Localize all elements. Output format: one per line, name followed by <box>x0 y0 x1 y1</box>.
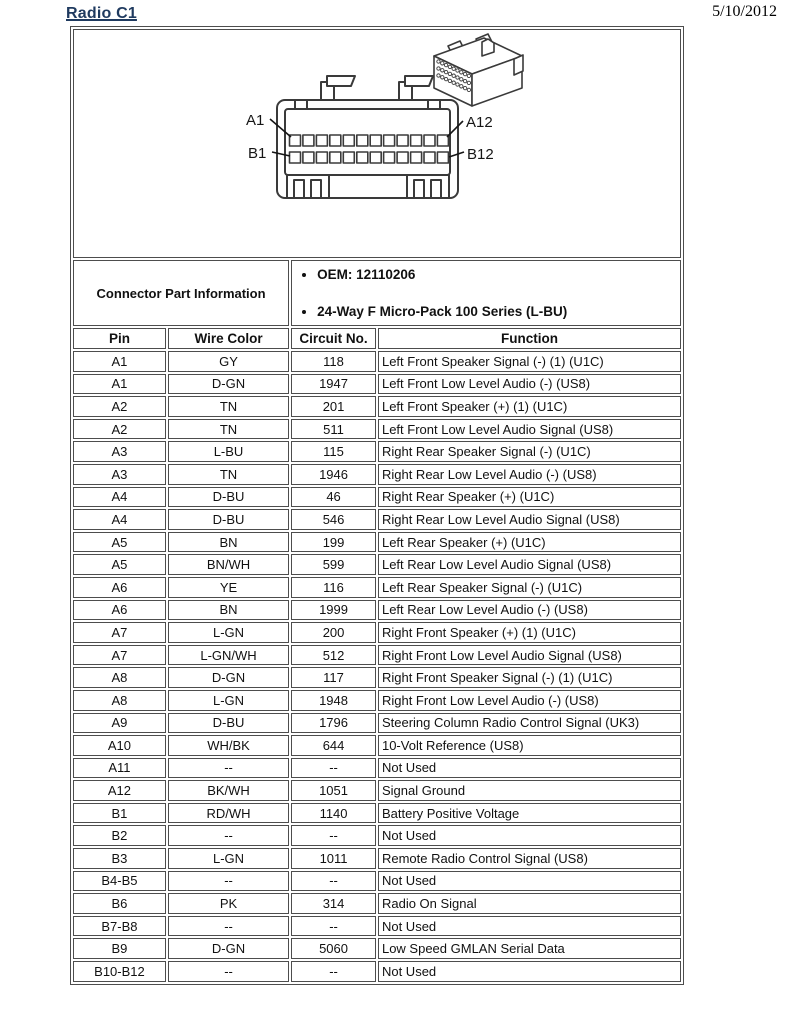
foot-left-slot-2 <box>311 180 321 198</box>
function-cell: Low Speed GMLAN Serial Data <box>378 938 681 959</box>
table-row <box>73 893 681 914</box>
diagram-row <box>73 29 681 258</box>
function-cell: Not Used <box>378 825 681 846</box>
table-row <box>73 871 681 892</box>
table-row <box>73 419 681 440</box>
circuit-no-cell: 599 <box>291 554 376 575</box>
pin-B11 <box>424 152 435 163</box>
pin-cell: A7 <box>73 622 166 643</box>
latch-flag-left <box>327 76 355 86</box>
wire-color-cell: L-GN <box>168 622 289 643</box>
wire-color-cell: L-GN <box>168 848 289 869</box>
wire-color-cell: D-BU <box>168 509 289 530</box>
connector-part-info-details <box>291 260 681 326</box>
wire-color-cell: L-GN <box>168 690 289 711</box>
function-cell: Steering Column Radio Control Signal (UK3) <box>378 713 681 734</box>
header-pin: Pin <box>73 328 166 349</box>
header-function: Function <box>378 328 681 349</box>
circuit-no-cell: 1946 <box>291 464 376 485</box>
table-row <box>73 532 681 553</box>
circuit-no-cell: 5060 <box>291 938 376 959</box>
circuit-no-cell: 1011 <box>291 848 376 869</box>
wire-color-cell: -- <box>168 871 289 892</box>
pin-B5 <box>343 152 354 163</box>
pin-B7 <box>370 152 381 163</box>
function-cell: Battery Positive Voltage <box>378 803 681 824</box>
circuit-no-cell: 1947 <box>291 374 376 395</box>
pin-A4 <box>330 135 341 146</box>
table-row <box>73 464 681 485</box>
connector-series: • 24-Way F Micro-Pack 100 Series (L-BU) <box>317 304 679 319</box>
pin-cell: A12 <box>73 780 166 801</box>
table-row <box>73 938 681 959</box>
function-cell: Remote Radio Control Signal (US8) <box>378 848 681 869</box>
table-row <box>73 690 681 711</box>
wire-color-cell: D-GN <box>168 667 289 688</box>
table-row <box>73 374 681 395</box>
foot-right-slot-2 <box>431 180 441 198</box>
circuit-no-cell: 1796 <box>291 713 376 734</box>
pin-cell: A8 <box>73 690 166 711</box>
function-cell: Left Rear Low Level Audio (-) (US8) <box>378 600 681 621</box>
table-row <box>73 848 681 869</box>
function-cell: Signal Ground <box>378 780 681 801</box>
page-header <box>0 0 791 26</box>
pin-A8 <box>384 135 395 146</box>
connector-diagram-cell <box>73 29 681 258</box>
function-cell: Left Rear Low Level Audio Signal (US8) <box>378 554 681 575</box>
pin-B6 <box>357 152 368 163</box>
circuit-no-cell: 1948 <box>291 690 376 711</box>
circuit-no-cell: 200 <box>291 622 376 643</box>
pin-cell: A6 <box>73 577 166 598</box>
pin-cell: B9 <box>73 938 166 959</box>
table-row <box>73 667 681 688</box>
wire-color-cell: BN <box>168 532 289 553</box>
table-row <box>73 577 681 598</box>
wire-color-cell: YE <box>168 577 289 598</box>
pin-A10 <box>411 135 422 146</box>
wire-color-cell: -- <box>168 961 289 982</box>
connector-part-info-label: Connector Part Information <box>73 260 289 326</box>
pin-A3 <box>316 135 327 146</box>
pin-A7 <box>370 135 381 146</box>
table-row <box>73 735 681 756</box>
function-cell: Right Front Speaker (+) (1) (U1C) <box>378 622 681 643</box>
circuit-no-cell: 314 <box>291 893 376 914</box>
circuit-no-cell: -- <box>291 961 376 982</box>
wire-color-cell: BK/WH <box>168 780 289 801</box>
table-row <box>73 622 681 643</box>
pin-cell: A2 <box>73 419 166 440</box>
pin-cell: A3 <box>73 441 166 462</box>
pin-cell: A3 <box>73 464 166 485</box>
circuit-no-cell: 117 <box>291 667 376 688</box>
pin-cell: A1 <box>73 374 166 395</box>
table-row <box>73 600 681 621</box>
table-row <box>73 441 681 462</box>
function-cell: Left Front Low Level Audio (-) (US8) <box>378 374 681 395</box>
circuit-no-cell: 199 <box>291 532 376 553</box>
pin-B2 <box>303 152 314 163</box>
wire-color-cell: -- <box>168 758 289 779</box>
function-cell: Right Rear Speaker (+) (U1C) <box>378 487 681 508</box>
table-row <box>73 713 681 734</box>
pin-B8 <box>384 152 395 163</box>
circuit-no-cell: 511 <box>291 419 376 440</box>
circuit-no-cell: 644 <box>291 735 376 756</box>
pin-cell: A7 <box>73 645 166 666</box>
wire-color-cell: TN <box>168 396 289 417</box>
pin-cell: A9 <box>73 713 166 734</box>
function-cell: 10-Volt Reference (US8) <box>378 735 681 756</box>
circuit-no-cell: 546 <box>291 509 376 530</box>
wire-color-cell: BN <box>168 600 289 621</box>
wire-color-cell: -- <box>168 825 289 846</box>
part-info-row <box>73 260 681 326</box>
pin-B1 <box>290 152 301 163</box>
function-cell: Not Used <box>378 916 681 937</box>
connector-3d-view <box>434 34 523 106</box>
wire-color-cell: TN <box>168 419 289 440</box>
connector-pinout-table <box>70 26 684 985</box>
wire-color-cell: TN <box>168 464 289 485</box>
table-row <box>73 487 681 508</box>
pin-A6 <box>357 135 368 146</box>
top-slot-right <box>428 100 440 109</box>
page-title[interactable]: Radio C1 <box>66 5 137 22</box>
header-circuit-no: Circuit No. <box>291 328 376 349</box>
table-row <box>73 780 681 801</box>
function-cell: Right Rear Low Level Audio (-) (US8) <box>378 464 681 485</box>
table-row <box>73 825 681 846</box>
pin-B3 <box>316 152 327 163</box>
pin-cell: A5 <box>73 554 166 575</box>
function-cell: Right Rear Low Level Audio Signal (US8) <box>378 509 681 530</box>
table-row <box>73 645 681 666</box>
pin-B9 <box>397 152 408 163</box>
top-slot-left <box>295 100 307 109</box>
table-header-row <box>73 328 681 349</box>
table-row <box>73 396 681 417</box>
pin-A11 <box>424 135 435 146</box>
circuit-no-cell: -- <box>291 871 376 892</box>
function-cell: Left Front Low Level Audio Signal (US8) <box>378 419 681 440</box>
function-cell: Right Front Low Level Audio (-) (US8) <box>378 690 681 711</box>
pin-cell: B6 <box>73 893 166 914</box>
wire-color-cell: L-BU <box>168 441 289 462</box>
wire-color-cell: RD/WH <box>168 803 289 824</box>
circuit-no-cell: 115 <box>291 441 376 462</box>
pin-label-b12: B12 <box>467 146 494 163</box>
table-row <box>73 758 681 779</box>
table-row <box>73 351 681 372</box>
function-cell: Right Front Low Level Audio Signal (US8) <box>378 645 681 666</box>
pin-cell: B3 <box>73 848 166 869</box>
circuit-no-cell: 201 <box>291 396 376 417</box>
function-cell: Right Rear Speaker Signal (-) (U1C) <box>378 441 681 462</box>
foot-right-slot-1 <box>414 180 424 198</box>
wire-color-cell: PK <box>168 893 289 914</box>
connector-face-view <box>277 76 458 198</box>
function-cell: Left Rear Speaker Signal (-) (U1C) <box>378 577 681 598</box>
pin-B10 <box>411 152 422 163</box>
pin-cell: A4 <box>73 509 166 530</box>
pin-cell: B7-B8 <box>73 916 166 937</box>
connector-diagram <box>74 30 681 254</box>
wire-color-cell: D-BU <box>168 713 289 734</box>
pin-cell: A10 <box>73 735 166 756</box>
pin-cell: A1 <box>73 351 166 372</box>
pin-A5 <box>343 135 354 146</box>
function-cell: Left Front Speaker Signal (-) (1) (U1C) <box>378 351 681 372</box>
function-cell: Not Used <box>378 871 681 892</box>
latch-flag-right <box>405 76 433 86</box>
pin-A2 <box>303 135 314 146</box>
wire-color-cell: WH/BK <box>168 735 289 756</box>
circuit-no-cell: -- <box>291 916 376 937</box>
table-row <box>73 509 681 530</box>
table-row <box>73 961 681 982</box>
pin-label-b1: B1 <box>248 145 267 162</box>
table-row <box>73 916 681 937</box>
pin-cell: B4-B5 <box>73 871 166 892</box>
function-cell: Radio On Signal <box>378 893 681 914</box>
function-cell: Right Front Speaker Signal (-) (1) (U1C) <box>378 667 681 688</box>
circuit-no-cell: -- <box>291 758 376 779</box>
circuit-no-cell: 1999 <box>291 600 376 621</box>
function-cell: Not Used <box>378 961 681 982</box>
oem-number: • OEM: 12110206 <box>317 267 679 282</box>
function-cell: Left Front Speaker (+) (1) (U1C) <box>378 396 681 417</box>
wire-color-cell: D-BU <box>168 487 289 508</box>
pin-A9 <box>397 135 408 146</box>
pin-cell: B1 <box>73 803 166 824</box>
wire-color-cell: BN/WH <box>168 554 289 575</box>
pin-cell: B10-B12 <box>73 961 166 982</box>
pin-B12 <box>437 152 448 163</box>
pin-cell: A4 <box>73 487 166 508</box>
wire-color-cell: -- <box>168 916 289 937</box>
header-wire-color: Wire Color <box>168 328 289 349</box>
pin-label-a1: A1 <box>246 112 265 129</box>
circuit-no-cell: -- <box>291 825 376 846</box>
pin-label-a12: A12 <box>466 114 493 131</box>
wire-color-cell: GY <box>168 351 289 372</box>
circuit-no-cell: 512 <box>291 645 376 666</box>
circuit-no-cell: 1051 <box>291 780 376 801</box>
wire-color-cell: D-GN <box>168 938 289 959</box>
pin-B4 <box>330 152 341 163</box>
wire-color-cell: L-GN/WH <box>168 645 289 666</box>
table-row <box>73 803 681 824</box>
pin-cell: A8 <box>73 667 166 688</box>
pin-cell: A11 <box>73 758 166 779</box>
pin-cell: A5 <box>73 532 166 553</box>
function-cell: Not Used <box>378 758 681 779</box>
circuit-no-cell: 118 <box>291 351 376 372</box>
pin-cell: B2 <box>73 825 166 846</box>
table-row <box>73 554 681 575</box>
circuit-no-cell: 1140 <box>291 803 376 824</box>
foot-left-slot-1 <box>294 180 304 198</box>
pin-cell: A6 <box>73 600 166 621</box>
circuit-no-cell: 116 <box>291 577 376 598</box>
function-cell: Left Rear Speaker (+) (U1C) <box>378 532 681 553</box>
circuit-no-cell: 46 <box>291 487 376 508</box>
page-date: 5/10/2012 <box>712 3 777 20</box>
wire-color-cell: D-GN <box>168 374 289 395</box>
pin-cell: A2 <box>73 396 166 417</box>
